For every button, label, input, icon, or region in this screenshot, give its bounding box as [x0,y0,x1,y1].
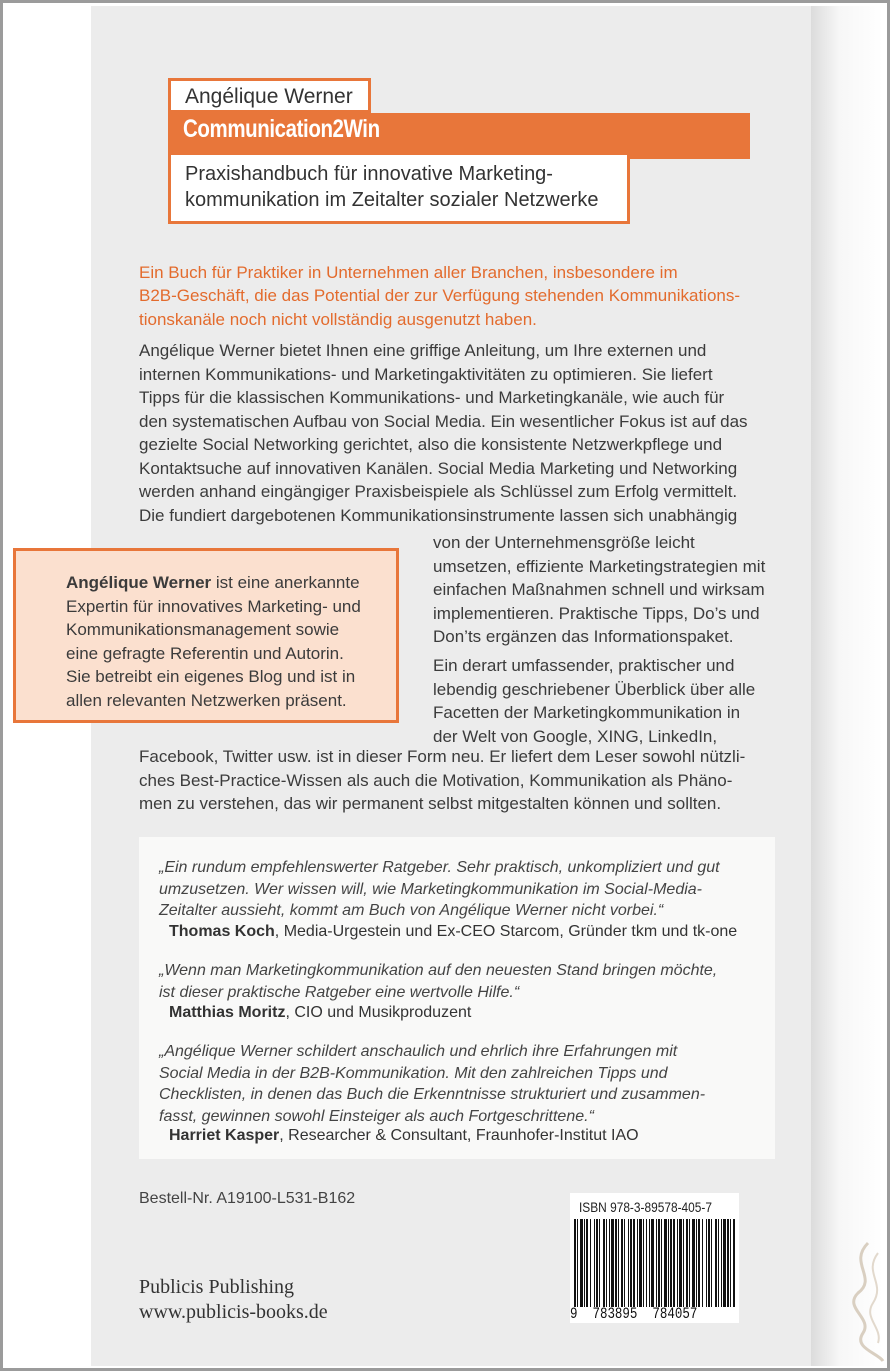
quote-line: „Wenn man Marketingkommunikation auf den neuesten Stand bringen möchte, [159,962,718,979]
barcode-bar [692,1219,695,1307]
bio-line [66,571,361,595]
barcode-bar [733,1219,735,1307]
body-line: Ein derart umfassender, praktischer und [433,656,735,675]
body-line: einfachen Maßnahmen schnell und wirksam [433,580,765,599]
barcode-bar [670,1219,672,1307]
body-line: internen Kommunikations- und Marketingaktivitäten zu optimieren. Sie liefert [139,364,713,384]
source-name: Harriet Kasper [169,1127,280,1144]
testimonials-panel [139,837,775,1159]
source-name: Thomas Koch [169,923,275,940]
barcode-bar [668,1219,669,1307]
quote-line: fasst, gewinnen sowohl Einsteiger als auch Fortgeschrittene.“ [159,1107,594,1125]
barcode-bar [618,1219,619,1307]
bio-line: Expertin für innovatives Marketing- und [66,596,361,616]
barcode-bar [698,1219,700,1307]
body-line: Die fundiert dargebotenen Kommunikationsinstrumente lassen sich unabhängig [139,505,738,525]
barcode-bar [596,1219,598,1307]
barcode-bar [628,1219,629,1307]
quote-line: Checklisten, in denen das Buch die Erkenntnisse strukturiert und zusammen- [159,1086,706,1103]
barcode-bar [615,1219,617,1307]
source-role: , Researcher & Consultant, Fraunhofer-Institut IAO [279,1127,639,1144]
bio-line: eine gefragte Referentin und Autorin. [66,643,344,663]
author-bio [66,571,361,712]
subtitle [185,161,598,213]
barcode-bar [630,1219,632,1307]
testimonial-source [169,923,737,941]
author-name: Angélique Werner [185,85,353,108]
barcode-bar [609,1219,610,1307]
body-line: Angélique Werner bietet Ihnen eine griffige Anleitung, um Ihre externen und [139,341,707,360]
barcode-bar [664,1219,667,1307]
quote-line: „Ein rundum empfehlenswerter Ratgeber. Sehr praktisch, unkompliziert und gut [159,859,720,876]
barcode-bar [577,1219,578,1307]
barcode-bar [624,1219,625,1307]
bio-first-line: ist eine anerkannte [211,573,360,592]
body-line: werden anhand eingängiger Praxisbeispiele als Schlüssel zum Erfolg vermittelt. [139,482,738,501]
body-paragraph-2-continued [139,745,745,816]
lead-line: B2B-Geschäft, die das Potential der zur Verfügung stehenden Kommunikations- [139,286,741,306]
barcode-bar [689,1219,690,1307]
subtitle-box [168,155,630,224]
isbn-label: ISBN 978-3-89578-405-7 [579,1199,712,1215]
cover-spine-edge [811,6,883,1366]
body-line: der Welt von Google, XING, LinkedIn, [433,726,718,746]
body-line: implementieren. Praktische Tipps, Do’s und [433,603,760,623]
barcode [570,1219,739,1307]
barcode-bar [646,1219,647,1307]
barcode-bar [586,1219,588,1307]
body-line: men zu verstehen, das wir permanent selbst mitgestalten können und sollten. [139,794,722,813]
barcode-bar [679,1219,682,1307]
source-name: Matthias Moritz [169,1004,286,1021]
body-line: Facebook, Twitter usw. ist in dieser Form neu. Er liefert dem Leser sowohl nützli- [139,747,746,766]
quote-line: Zeitalter aussieht, kommt am Buch von Angélique Werner nicht vorbei.“ [159,902,664,919]
barcode-bar [683,1219,684,1307]
barcode-bar [656,1219,657,1307]
barcode-bar [658,1219,660,1307]
body-line: umsetzen, effiziente Marketingstrategien mit [433,556,766,576]
testimonial-source [169,1127,639,1145]
quote-line: Social Media in der B2B-Kommunikation. Mit den zahlreichen Tipps und [159,1064,668,1082]
quote-line: umzusetzen. Wer wissen will, wie Marketingkommunikation im Social-Media- [159,880,702,898]
barcode-bar [730,1219,731,1307]
bio-author-name: Angélique Werner [66,573,212,592]
testimonial-quote [159,960,717,1003]
lead-line: Ein Buch für Praktiker in Unternehmen aller Branchen, insbesondere im [139,263,678,282]
body-line: gezielte Social Networking gerichtet, also die konsistente Netzwerkpflege und [139,435,723,454]
barcode-bar [708,1219,710,1307]
bio-line: Kommunikationsmanagement sowie [66,620,340,639]
testimonial-quote [159,1041,705,1127]
barcode-bar [594,1219,595,1307]
body-line: ches Best-Practice-Wissen als auch die Motivation, Kommunikation als Phäno- [139,770,733,790]
body-line: Don’ts ergänzen das Informationspaket. [433,627,734,646]
order-number: Bestell-Nr. A19100-L531-B162 [139,1190,356,1207]
testimonial-quote [159,857,720,922]
barcode-bar [603,1219,605,1307]
barcode-bar [584,1219,585,1307]
body-line: Kontaktsuche auf innovativen Kanälen. Social Media Marketing und Networking [139,458,738,478]
barcode-bar [711,1219,712,1307]
barcode-bar [727,1219,729,1307]
barcode-bar [637,1219,638,1307]
barcode-bar [718,1219,719,1307]
subtitle-line: Praxishandbuch für innovative Marketing- [185,163,553,185]
barcode-bar [590,1219,591,1307]
barcode-bar [649,1219,650,1307]
author-bio-box [13,548,399,723]
body-line: Tipps für die klassischen Kommunikations- und Marketingkanäle, wie auch für [139,388,725,407]
quote-line: ist dieser praktische Ratgeber eine wertvolle Hilfe.“ [159,983,520,1001]
barcode-bar [639,1219,642,1307]
body-paragraph-1-continued [433,531,765,649]
body-paragraph-2 [433,654,755,748]
ornament-decoration [838,1233,888,1363]
barcode-bar [706,1219,707,1307]
bio-line: allen relevanten Netzwerken präsent. [66,690,347,710]
bio-line: Sie betreibt ein eigenes Blog und ist in [66,667,356,686]
barcode-bar [574,1219,576,1307]
barcode-bar [686,1219,688,1307]
barcode-bar [621,1219,623,1307]
barcode-digits: 9 783895 784057 [570,1305,698,1323]
body-line: von der Unternehmensgröße leicht [433,533,695,552]
barcode-bar [721,1219,722,1307]
body-line: lebendig geschriebener Überblick über alle [433,679,756,699]
lead-line: tionskanäle noch nicht vollständig ausgenutzt haben. [139,309,537,329]
barcode-bar [702,1219,703,1307]
quote-line: „Angélique Werner schildert anschaulich und ehrlich ihre Erfahrungen mit [159,1043,678,1060]
barcode-bar [643,1219,644,1307]
barcode-bar [723,1219,726,1307]
barcode-bar [696,1219,697,1307]
publisher-website: www.publicis-books.de [139,1301,328,1323]
barcode-bar [633,1219,635,1307]
barcode-bar [611,1219,614,1307]
barcode-bar [606,1219,607,1307]
source-role: , Media-Urgestein und Ex-CEO Starcom, Gründer tkm und tk-one [274,923,738,940]
body-line: Facetten der Marketingkommunikation in [433,703,741,722]
subtitle-line: kommunikation im Zeitalter sozialer Netzwerke [185,189,599,211]
source-role: , CIO und Musikproduzent [285,1004,472,1021]
barcode-bar [677,1219,678,1307]
barcode-bar [673,1219,675,1307]
barcode-bar [651,1219,654,1307]
barcode-bar [661,1219,662,1307]
publisher-name: Publicis Publishing [139,1276,295,1298]
body-paragraph-1 [139,339,748,527]
barcode-bar [715,1219,717,1307]
testimonial-source [169,1004,471,1022]
barcode-bar [599,1219,600,1307]
lead-paragraph [139,261,779,331]
body-line: den systematischen Aufbau von Social Media. Ein wesentlicher Fokus ist auf das [139,411,748,431]
author-box [168,78,371,113]
series-title: Communication2Win [183,115,380,143]
barcode-bar [580,1219,583,1307]
